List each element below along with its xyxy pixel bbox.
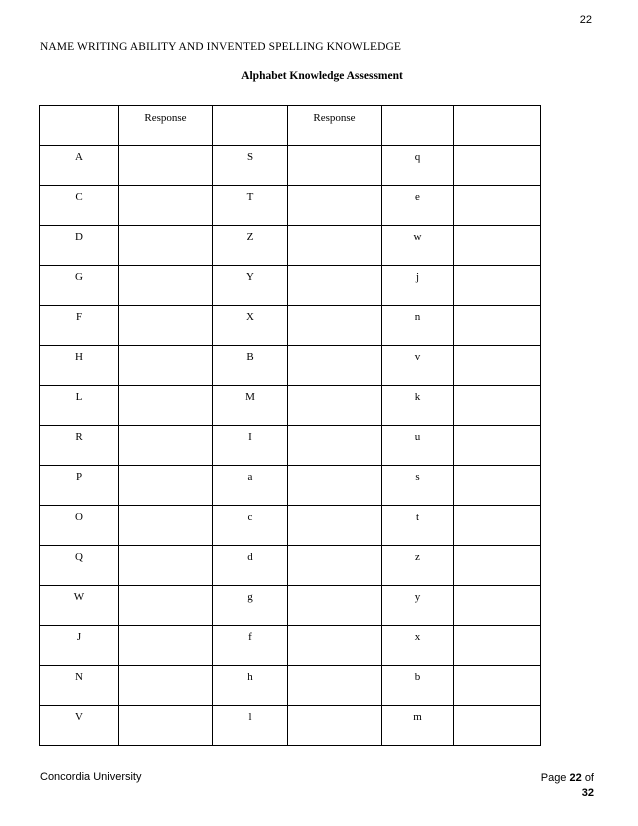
response-cell[interactable] — [454, 226, 541, 266]
letter-text: J — [76, 631, 82, 643]
response-text — [454, 386, 540, 391]
letter-text: m — [413, 711, 422, 723]
letter-cell — [382, 666, 454, 706]
letter-cell — [213, 266, 288, 306]
footer-institution: Concordia University — [40, 771, 142, 783]
response-cell[interactable] — [288, 706, 382, 746]
response-text — [454, 186, 540, 191]
response-cell[interactable] — [454, 186, 541, 226]
response-cell[interactable] — [119, 666, 213, 706]
header-cell — [119, 106, 213, 146]
response-text — [454, 506, 540, 511]
response-text — [119, 546, 212, 551]
letter-text: Y — [246, 271, 254, 283]
assessment-title-text: Alphabet Knowledge Assessment — [241, 70, 403, 82]
letter-text: f — [248, 631, 252, 643]
response-cell[interactable] — [288, 626, 382, 666]
letter-cell — [382, 426, 454, 466]
response-cell[interactable] — [119, 626, 213, 666]
letter-text: k — [414, 391, 421, 403]
response-cell[interactable] — [454, 386, 541, 426]
letter-text: c — [247, 511, 253, 523]
table-row — [40, 146, 541, 186]
running-head: NAME WRITING ABILITY AND INVENTED SPELLING KNOWLEDGE — [40, 41, 402, 53]
response-cell[interactable] — [288, 426, 382, 466]
letter-cell — [40, 706, 119, 746]
response-text — [454, 266, 540, 271]
response-cell[interactable] — [454, 666, 541, 706]
response-text — [119, 586, 212, 591]
table-row — [40, 226, 541, 266]
letter-text: z — [415, 551, 420, 563]
letter-text: Q — [75, 551, 83, 563]
response-cell[interactable] — [119, 546, 213, 586]
response-text — [288, 546, 381, 551]
letter-cell — [382, 466, 454, 506]
response-cell[interactable] — [119, 586, 213, 626]
letter-text: j — [415, 271, 420, 283]
letter-text: G — [75, 271, 83, 283]
table-row — [40, 386, 541, 426]
letter-cell — [213, 226, 288, 266]
assessment-table — [39, 105, 541, 746]
response-cell[interactable] — [454, 306, 541, 346]
response-text — [119, 226, 212, 231]
response-text — [454, 666, 540, 671]
letter-text: a — [247, 471, 253, 483]
response-cell[interactable] — [288, 346, 382, 386]
letter-text: L — [75, 391, 83, 403]
letter-text: N — [75, 671, 83, 683]
letter-text: b — [414, 671, 421, 683]
response-text — [119, 706, 212, 711]
letter-cell — [382, 586, 454, 626]
response-cell[interactable] — [119, 306, 213, 346]
response-text — [119, 266, 212, 271]
response-text — [288, 146, 381, 151]
header-text: Response — [313, 112, 356, 124]
table-row — [40, 586, 541, 626]
response-cell[interactable] — [288, 386, 382, 426]
footer-page-prefix: Page — [540, 772, 567, 784]
response-text — [288, 266, 381, 271]
letter-text: D — [75, 231, 83, 243]
response-text — [288, 226, 381, 231]
response-cell[interactable] — [454, 426, 541, 466]
response-cell[interactable] — [288, 306, 382, 346]
table-row — [40, 466, 541, 506]
response-text — [288, 186, 381, 191]
letter-cell — [213, 626, 288, 666]
response-text — [454, 346, 540, 351]
letter-text: A — [75, 151, 83, 163]
response-text — [454, 306, 540, 311]
response-text — [288, 706, 381, 711]
response-cell[interactable] — [454, 506, 541, 546]
response-cell[interactable] — [119, 226, 213, 266]
response-text — [119, 466, 212, 471]
table-row — [40, 706, 541, 746]
response-cell[interactable] — [288, 226, 382, 266]
header-cell-empty — [454, 106, 541, 146]
letter-cell — [382, 346, 454, 386]
letter-text: l — [248, 711, 252, 723]
table-row — [40, 506, 541, 546]
table-row — [40, 426, 541, 466]
letter-text: X — [246, 311, 254, 323]
response-text — [288, 386, 381, 391]
letter-text: C — [75, 191, 83, 203]
letter-text: t — [415, 511, 420, 523]
response-text — [454, 586, 540, 591]
response-cell[interactable] — [454, 146, 541, 186]
footer-page-total: 32 — [581, 787, 594, 799]
letter-cell — [40, 426, 119, 466]
response-cell[interactable] — [454, 266, 541, 306]
footer-page-label — [541, 771, 594, 801]
header-cell-empty — [213, 106, 288, 146]
letter-cell — [213, 146, 288, 186]
letter-cell — [213, 346, 288, 386]
letter-cell — [40, 506, 119, 546]
letter-cell — [40, 466, 119, 506]
response-text — [454, 706, 540, 711]
letter-cell — [213, 186, 288, 226]
letter-cell — [382, 706, 454, 746]
letter-text: g — [247, 591, 253, 603]
letter-text: q — [414, 151, 421, 163]
response-text — [454, 146, 540, 151]
letter-text: d — [247, 551, 253, 563]
header-text — [213, 106, 287, 112]
response-cell[interactable] — [454, 626, 541, 666]
response-cell[interactable] — [454, 346, 541, 386]
response-cell[interactable] — [119, 146, 213, 186]
response-text — [119, 146, 212, 151]
response-text — [119, 626, 212, 631]
table-row — [40, 626, 541, 666]
letter-cell — [40, 306, 119, 346]
response-text — [119, 426, 212, 431]
page-number: 22 — [579, 14, 592, 26]
response-cell[interactable] — [288, 506, 382, 546]
response-text — [288, 626, 381, 631]
letter-cell — [40, 266, 119, 306]
letter-cell — [40, 186, 119, 226]
response-text — [454, 426, 540, 431]
response-cell[interactable] — [288, 466, 382, 506]
header-text: Response — [144, 112, 187, 124]
letter-text: V — [75, 711, 83, 723]
table-row — [40, 546, 541, 586]
letter-text: n — [414, 311, 421, 323]
letter-cell — [40, 546, 119, 586]
letter-cell — [382, 146, 454, 186]
letter-cell — [40, 386, 119, 426]
letter-text: v — [414, 351, 421, 363]
table-row — [40, 346, 541, 386]
table-row — [40, 666, 541, 706]
letter-text: e — [415, 191, 420, 203]
letter-cell — [382, 266, 454, 306]
response-cell[interactable] — [288, 146, 382, 186]
response-text — [119, 306, 212, 311]
response-cell[interactable] — [288, 666, 382, 706]
letter-text: W — [73, 591, 85, 603]
table-row — [40, 306, 541, 346]
letter-cell — [213, 706, 288, 746]
header-cell-empty — [382, 106, 454, 146]
letter-cell — [40, 226, 119, 266]
response-cell[interactable] — [454, 706, 541, 746]
response-cell[interactable] — [454, 466, 541, 506]
response-text — [454, 466, 540, 471]
letter-cell — [382, 386, 454, 426]
letter-cell — [213, 306, 288, 346]
letter-cell — [213, 386, 288, 426]
response-text — [119, 346, 212, 351]
response-text — [119, 666, 212, 671]
response-cell[interactable] — [119, 186, 213, 226]
letter-text: H — [75, 351, 83, 363]
response-cell[interactable] — [288, 586, 382, 626]
letter-cell — [40, 146, 119, 186]
response-cell[interactable] — [288, 186, 382, 226]
response-cell[interactable] — [119, 346, 213, 386]
response-cell[interactable] — [454, 586, 541, 626]
letter-cell — [213, 666, 288, 706]
response-text — [119, 186, 212, 191]
letter-text: F — [75, 311, 83, 323]
response-text — [288, 586, 381, 591]
response-text — [454, 226, 540, 231]
response-text — [288, 426, 381, 431]
response-cell[interactable] — [119, 506, 213, 546]
letter-text: R — [75, 431, 83, 443]
letter-cell — [213, 546, 288, 586]
letter-text: I — [248, 431, 252, 443]
header-text — [454, 106, 540, 112]
letter-text: T — [246, 191, 254, 203]
response-cell[interactable] — [119, 426, 213, 466]
response-text — [288, 306, 381, 311]
letter-cell — [213, 506, 288, 546]
letter-cell — [213, 426, 288, 466]
footer-page-current: 22 — [569, 772, 582, 784]
letter-text: w — [413, 231, 422, 243]
letter-cell — [40, 666, 119, 706]
letter-text: x — [414, 631, 421, 643]
response-text — [288, 466, 381, 471]
assessment-title — [0, 70, 638, 82]
response-text — [288, 346, 381, 351]
response-cell[interactable] — [119, 466, 213, 506]
letter-cell — [382, 226, 454, 266]
header-cell — [288, 106, 382, 146]
letter-cell — [213, 586, 288, 626]
response-cell[interactable] — [454, 546, 541, 586]
response-cell[interactable] — [119, 706, 213, 746]
header-cell-empty — [40, 106, 119, 146]
footer-page-of: of — [584, 772, 594, 784]
letter-text: O — [75, 511, 83, 523]
response-text — [119, 506, 212, 511]
letter-text: u — [414, 431, 421, 443]
letter-text: s — [415, 471, 420, 483]
letter-text: B — [246, 351, 254, 363]
response-text — [288, 506, 381, 511]
letter-cell — [382, 546, 454, 586]
letter-text: P — [75, 471, 83, 483]
letter-text: y — [414, 591, 421, 603]
header-text — [40, 106, 118, 112]
response-cell[interactable] — [119, 386, 213, 426]
letter-cell — [382, 506, 454, 546]
response-text — [119, 386, 212, 391]
table-row — [40, 266, 541, 306]
response-text — [454, 626, 540, 631]
letter-cell — [40, 626, 119, 666]
response-cell[interactable] — [119, 266, 213, 306]
letter-text: h — [247, 671, 253, 683]
letter-cell — [40, 586, 119, 626]
header-text — [382, 106, 453, 112]
letter-text: M — [245, 391, 255, 403]
response-cell[interactable] — [288, 546, 382, 586]
letter-cell — [382, 306, 454, 346]
letter-cell — [382, 626, 454, 666]
table-row — [40, 186, 541, 226]
letter-cell — [40, 346, 119, 386]
letter-cell — [382, 186, 454, 226]
response-text — [288, 666, 381, 671]
response-cell[interactable] — [288, 266, 382, 306]
letter-cell — [213, 466, 288, 506]
letter-text: S — [246, 151, 254, 163]
letter-text: Z — [246, 231, 254, 243]
response-text — [454, 546, 540, 551]
table-header-row — [40, 106, 541, 146]
